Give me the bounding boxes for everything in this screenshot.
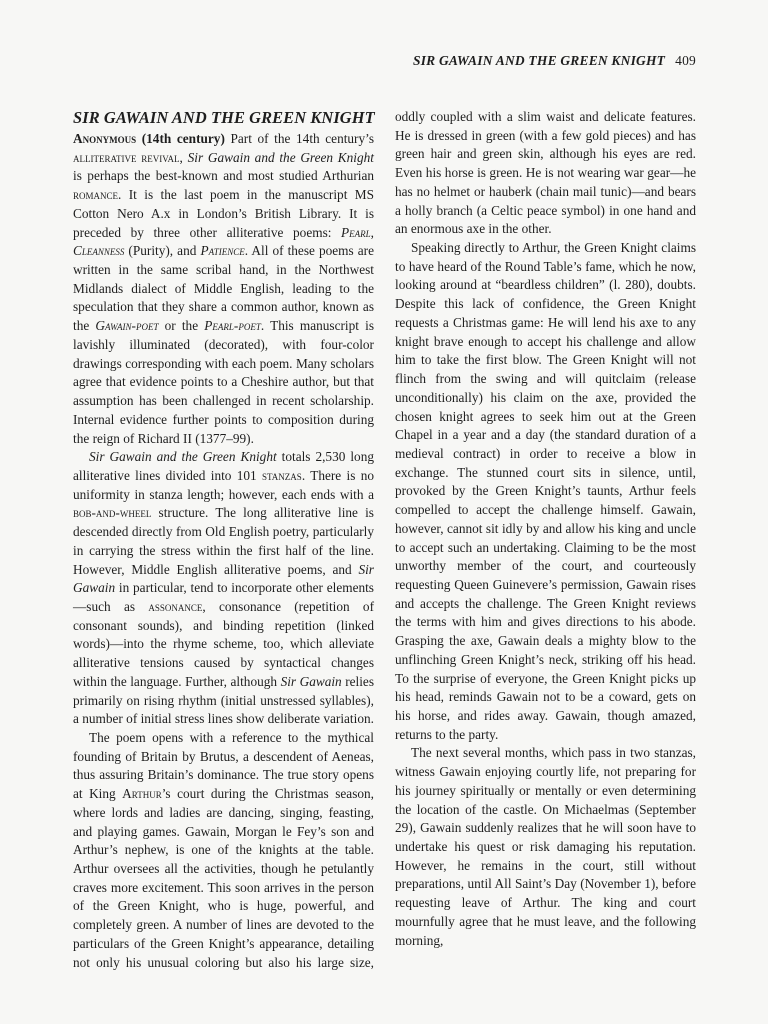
text-run: Sir Gawain and the Green Knight [89, 449, 277, 465]
running-title: SIR GAWAIN AND THE GREEN KNIGHT [413, 53, 666, 68]
paragraph-4 [395, 239, 696, 744]
text-run: Cleanness [73, 243, 125, 259]
entry-title: SIR GAWAIN AND THE GREEN KNIGHT [73, 108, 375, 127]
text-run: structure. The long alliterative line is descended directly from Old English poetry, particularly in carrying the stress within the first half of the line. However, Middle English alliterative poems, and [73, 505, 374, 577]
date: (14th century) [141, 131, 225, 146]
text-run: Pearl [341, 224, 371, 240]
text-run: stanzas [262, 467, 302, 483]
paragraph-3-continued [395, 108, 696, 239]
text-run: assonance [148, 598, 203, 614]
text-run: Gawain-poet [95, 318, 159, 334]
text-run: Arthur [122, 786, 162, 802]
text-run: Patience [200, 243, 245, 259]
paragraph-1 [73, 130, 374, 448]
text-run: . This manuscript is lavishly illuminated (decorated), with four-color drawings corresponding with each poem. Many scholars agree that evidence points to a Cheshire author, but that assumption has been challenged in recent scholarship. Internal evidence further points to composition during the reign of Richard II (1377–99). [73, 318, 374, 446]
byline [73, 131, 225, 146]
text-run: . All of these poems are written in the same scribal hand, in the Northwest Midlands dialect of Middle English, leading to the speculation that they share a common author, known as the [73, 243, 374, 334]
left-column [73, 108, 374, 972]
text-run: relies primarily on rising rhythm (initial unstressed syllables), a number of initial stress lines show deliberate variation. [73, 673, 375, 727]
text-run: totals 2,530 long alliterative lines divided into 101 [73, 449, 374, 483]
text-run: alliterative revival [73, 149, 180, 165]
text-run: (Purity), and [124, 243, 201, 259]
right-column [395, 108, 696, 950]
text-run: or the [158, 318, 205, 334]
text-run: Sir Gawain [280, 673, 342, 689]
paragraph-5 [395, 744, 696, 950]
text-run: , [370, 224, 374, 240]
running-head [413, 53, 696, 69]
text-run: bob-and-wheel [73, 505, 152, 521]
text-run: . There is no uniformity in stanza length; however, each ends with a [73, 467, 374, 502]
page-number: 409 [675, 53, 696, 68]
text-run: ’s court during the Christmas season, where lords and ladies are dancing, singing, feasting, and playing games. Gawain, Morgan le Fey’s son and Arthur’s nephew, is one of the knights at the table. Arthur oversees all the activities, though he petulantly craves more excitement. This soon arrives in the person of the Green Knight, who is huge, powerful, and completely green. A number of lines are devoted to the particulars of the Green Knight’s appearance, detailing not only his unusual coloring but also his large size, [73, 786, 374, 970]
paragraph-2 [73, 448, 374, 729]
text-run: Speaking directly to Arthur, the Green Knight claims to have heard of the Round Table’s fame, which he now, looking around at “beardless children” (l. 280), doubts. Despite this lack of confidence, the Green Knight requests a Christmas game: He will lend his axe to any knight brave enough to accept his challenge and allow him to take the first blow. The Green Knight will not flinch from the swing and will quitclaim (release unconditionally) his claim on the axe, provided the chosen knight agrees to seek him out at the Green Chapel in a year and a day (the standard duration of a medieval contract) in order to receive a blow in exchange. The stunned court sits in silence, until, provoked by the Green Knight’s taunts, Arthur feels compelled to accept the challenge himself. Gawain, however, cannot sit idly by and allow his king and uncle to accept such an undertaking. Claiming to be the most unworthy member of the court, and courteously requesting Queen Guinevere’s permission, Gawain rises and accepts the challenge. The Green Knight reviews the terms with him and gives directions to his abode. Grasping the axe, Gawain deals a mighty blow to the unflinching Green Knight’s neck, striking off his head. To the surprise of everyone, the Green Knight picks up his head, reminds Gawain not to be a coward, gets on his horse, and rides away. Gawain, though amazed, returns to the party. [395, 240, 696, 742]
text-run: Part of the 14th century’s [224, 131, 374, 146]
text-run: . It is the last poem in the manuscript MS Cotton Nero A.x in London’s British Library. It is preceded by three other alliterative poems: [73, 187, 374, 240]
text-run: Sir Gawain and the Green Knight [187, 149, 374, 165]
text-run: in particular, tend to incorporate other elements—such as [73, 580, 374, 614]
text-run: Pearl-poet [204, 318, 261, 334]
text-run: , [179, 149, 188, 165]
text-run: romance [73, 187, 119, 203]
text-run: Sir Gawain [73, 561, 374, 596]
text-run: oddly coupled with a slim waist and delicate features. He is dressed in green (with a few gold pieces) and has green hair and green skin, although his eyes are red. Even his horse is green. He is not wearing war gear—he has no helmet or hauberk (chain mail tunic)—and bears a holly branch (a Celtic peace symbol) in one hand and an enormous axe in the other. [395, 109, 696, 237]
author: Anonymous [73, 131, 137, 146]
text-run: is perhaps the best-known and most studied Arthurian [73, 168, 374, 184]
paragraph-3 [73, 729, 374, 972]
text-run: The next several months, which pass in two stanzas, witness Gawain enjoying courtly life, not preparing for his journey spiritually or mentally or even determining the location of the castle. On Michaelmas (September 29), Gawain suddenly realizes that he will soon have to undertake his quest or risk damaging his reputation. However, he remains in the court, still without preparations, until All Saint’s Day (November 1), before requesting leave of Arthur. The king and court mournfully agree that he must leave, and the following morning, [395, 745, 696, 948]
text-run: , consonance (repetition of consonant sounds), and binding repetition (linked words)—into the rhyme scheme, too, which alleviate alliterative tensions caused by syntactical changes within the language. Further, although [73, 598, 375, 689]
text-run: The poem opens with a reference to the mythical founding of Britain by Brutus, a descendent of Aeneas, thus assuring Britain’s dominance. The true story opens at King [73, 730, 374, 802]
